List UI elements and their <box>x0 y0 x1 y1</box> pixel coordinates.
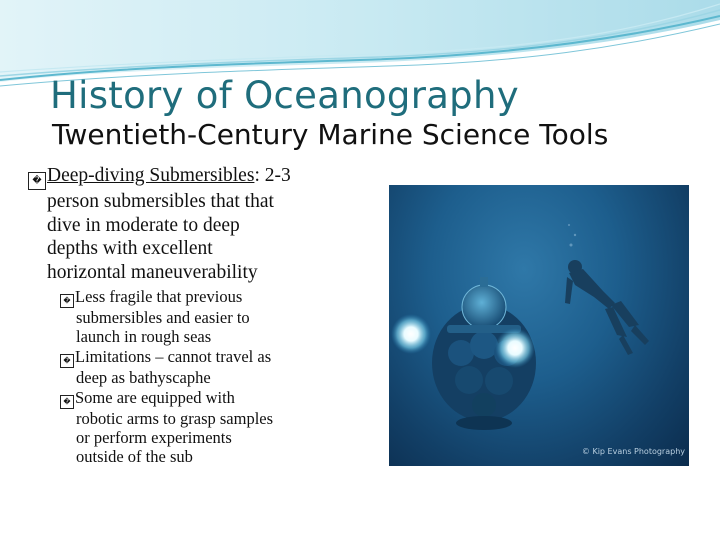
slide-subtitle: Twentieth-Century Marine Science Tools <box>52 118 609 151</box>
sub-bullet-text: robotic arms to grasp samples <box>76 409 274 428</box>
sub-bullet-text: launch in rough seas <box>76 327 212 346</box>
main-bullet <box>28 164 373 284</box>
sub-bullet-list <box>60 287 370 467</box>
sub-bullet-text: Limitations – cannot travel as <box>75 347 272 366</box>
sub-bullet-text: Less fragile that previous <box>75 287 243 306</box>
bullet-glyph: � <box>60 395 74 409</box>
bullet-text: depths with excellent <box>47 238 213 259</box>
bullet-glyph: � <box>28 172 46 190</box>
bubbles <box>568 224 576 247</box>
bullet-glyph: � <box>60 354 74 368</box>
bullet-glyph: � <box>60 294 74 308</box>
bullet-text: : 2-3 <box>254 165 291 186</box>
sub-bullet-text: or perform experiments <box>76 428 232 447</box>
photo-credit: © Kip Evans Photography <box>581 447 685 456</box>
bullet-text: person submersibles that that <box>47 191 274 212</box>
slide-title: History of Oceanography <box>50 74 519 117</box>
submersible-illustration <box>389 185 689 466</box>
bullet-text: horizontal maneuverability <box>47 261 258 283</box>
left-light-glow <box>391 314 431 354</box>
sub-bullet-text: submersibles and easier to <box>76 308 250 327</box>
right-light-glow <box>495 328 535 368</box>
sub-bullet-item <box>60 347 370 387</box>
sub-bullet-text: outside of the sub <box>76 447 193 466</box>
main-bullet-first-line <box>28 164 373 190</box>
sub-bullet-item <box>60 388 370 466</box>
sub-bullet-item <box>60 287 370 346</box>
bullet-text: dive in moderate to deep <box>47 214 240 236</box>
bullet-term: Deep-diving Submersibles <box>47 165 255 186</box>
sub-bullet-text: deep as bathyscaphe <box>76 368 211 387</box>
submersible-photo <box>389 185 689 466</box>
diver <box>565 260 649 355</box>
sub-bullet-text: Some are equipped with <box>75 388 235 407</box>
